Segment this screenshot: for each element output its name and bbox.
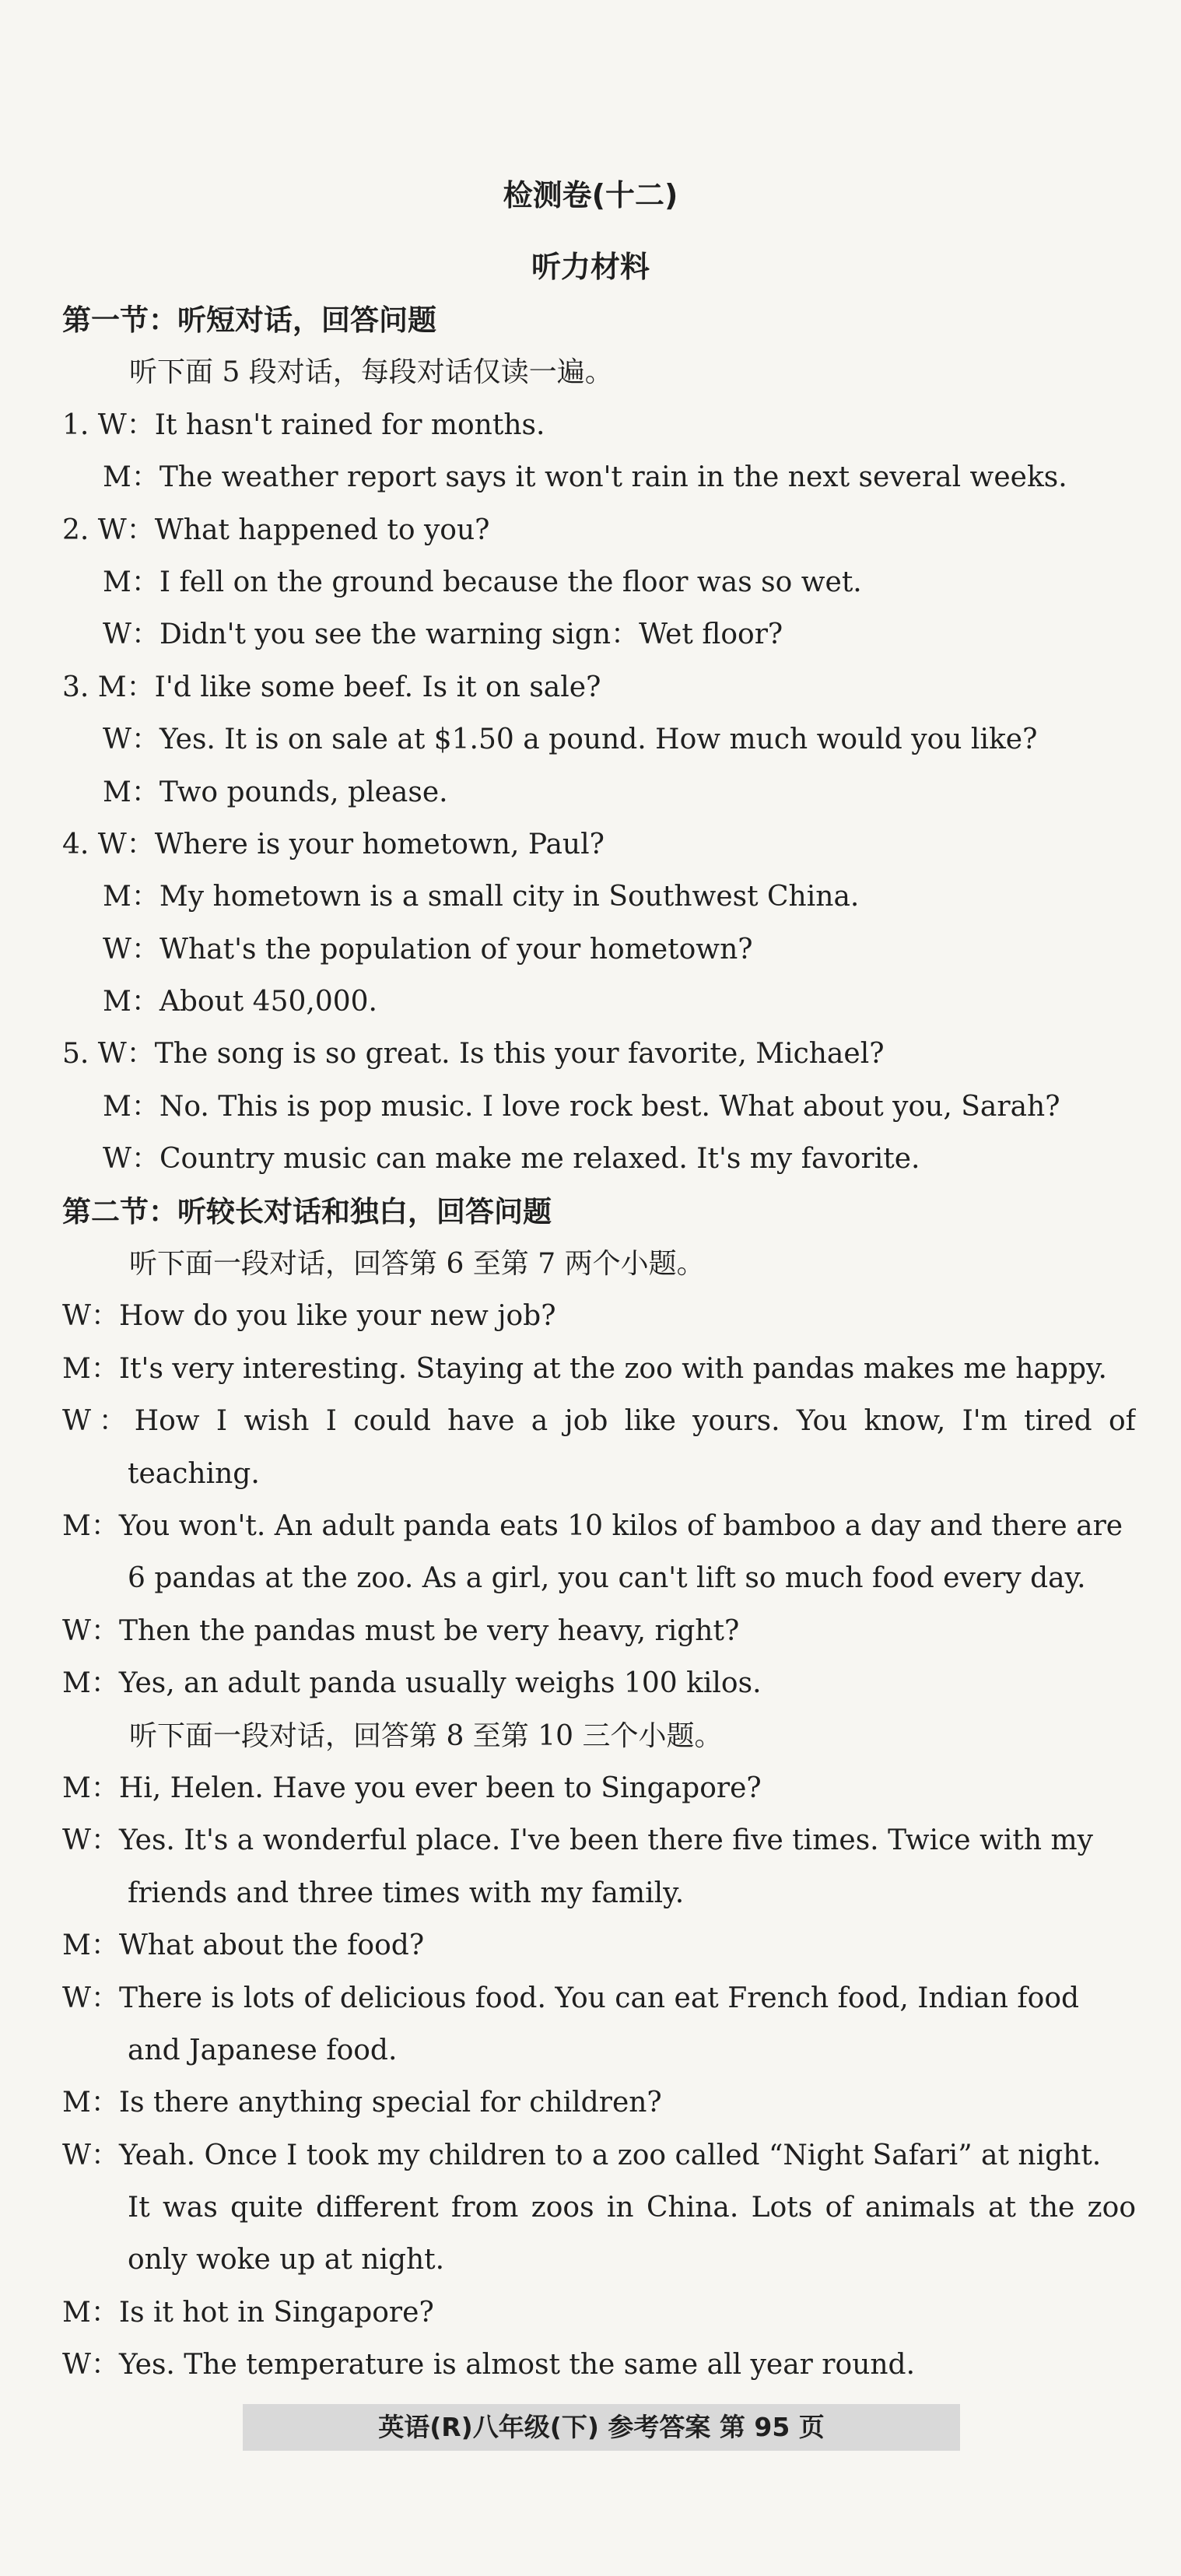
dialogue-line: W：How do you like your new job? — [62, 1300, 556, 1333]
dialogue-line: M：The weather report says it won't rain in the next several weeks. — [103, 461, 1067, 494]
dialogue-line: friends and three times with my family. — [128, 1877, 685, 1909]
dialogue-line: M：You won't. An adult panda eats 10 kilos of bamboo a day and there are — [62, 1509, 1123, 1542]
dialogue-line: 3. M：I'd like some beef. Is it on sale? — [62, 671, 601, 703]
dialogue-line: and Japanese food. — [128, 2034, 398, 2066]
dialogue-line: W：How I wish I could have a job like yours. You know, I'm tired of — [62, 1405, 1136, 1438]
dialogue-line: M：Two pounds, please. — [103, 776, 448, 808]
dialogue-line: W：There is lots of delicious food. You can eat French food, Indian food — [62, 1982, 1080, 2014]
dialogue-line: M：My hometown is a small city in Southwest China. — [103, 881, 860, 913]
section-2-instruction-2: 听下面一段对话，回答第 8 至第 10 三个小题。 — [129, 1719, 723, 1752]
dialogue-line: only woke up at night. — [128, 2244, 445, 2276]
dialogue-line: M：Is there anything special for children? — [62, 2087, 662, 2119]
dialogue-line: M：Hi, Helen. Have you ever been to Singapore? — [62, 1772, 762, 1804]
dialogue-line: W：What's the population of your hometown? — [103, 933, 753, 966]
dialogue-line: 1. W：It hasn't rained for months. — [62, 408, 545, 441]
dialogue-line: W：Yes. It's a wonderful place. I've been there five times. Twice with my — [62, 1824, 1093, 1857]
dialogue-line: 6 pandas at the zoo. As a girl, you can't lift so much food every day. — [128, 1562, 1086, 1595]
page-title: 检测卷(十二) — [503, 178, 678, 212]
dialogue-line: M：I fell on the ground because the floor was so wet. — [103, 566, 862, 598]
section-1-instruction: 听下面 5 段对话，每段对话仅读一遍。 — [129, 356, 613, 389]
dialogue-line: M：Yes, an adult panda usually weighs 100 kilos. — [62, 1667, 762, 1700]
dialogue-line: 4. W：Where is your hometown, Paul? — [62, 828, 605, 860]
section-1-heading: 第一节：听短对话，回答问题 — [62, 303, 436, 337]
dialogue-line: W：Then the pandas must be very heavy, right? — [62, 1614, 740, 1647]
document-body — [62, 294, 1136, 2392]
dialogue-line: W：Yeah. Once I took my children to a zoo called “Night Safari” at night. — [62, 2139, 1102, 2171]
dialogue-line: 5. W：The song is so great. Is this your favorite, Michael? — [62, 1038, 885, 1071]
dialogue-line: M：It's very interesting. Staying at the zoo with pandas makes me happy. — [62, 1352, 1108, 1385]
dialogue-line: teaching. — [128, 1457, 260, 1490]
dialogue-line: M：No. This is pop music. I love rock best. What about you, Sarah? — [103, 1090, 1060, 1123]
dialogue-line: M：What about the food? — [62, 1929, 425, 1962]
dialogue-line: It was quite different from zoos in China. Lots of animals at the zoo — [128, 2192, 1136, 2224]
dialogue-line: M：Is it hot in Singapore? — [62, 2296, 434, 2329]
dialogue-line: W：Country music can make me relaxed. It's my favorite. — [103, 1143, 920, 1176]
section-2-heading: 第二节：听较长对话和独白，回答问题 — [62, 1194, 552, 1228]
page-subtitle: 听力材料 — [531, 250, 650, 284]
page-footer: 英语(R)八年级(下) 参考答案 第 95 页 — [243, 2404, 960, 2451]
dialogue-line: W：Yes. The temperature is almost the same all year round. — [62, 2349, 916, 2381]
dialogue-line: M：About 450,000. — [103, 986, 377, 1018]
dialogue-line: W：Yes. It is on sale at $1.50 a pound. How much would you like? — [103, 724, 1038, 756]
dialogue-line: W：Didn't you see the warning sign：Wet floor? — [103, 619, 783, 651]
section-2-instruction-1: 听下面一段对话，回答第 6 至第 7 两个小题。 — [129, 1248, 705, 1281]
dialogue-line: 2. W：What happened to you? — [62, 513, 490, 546]
